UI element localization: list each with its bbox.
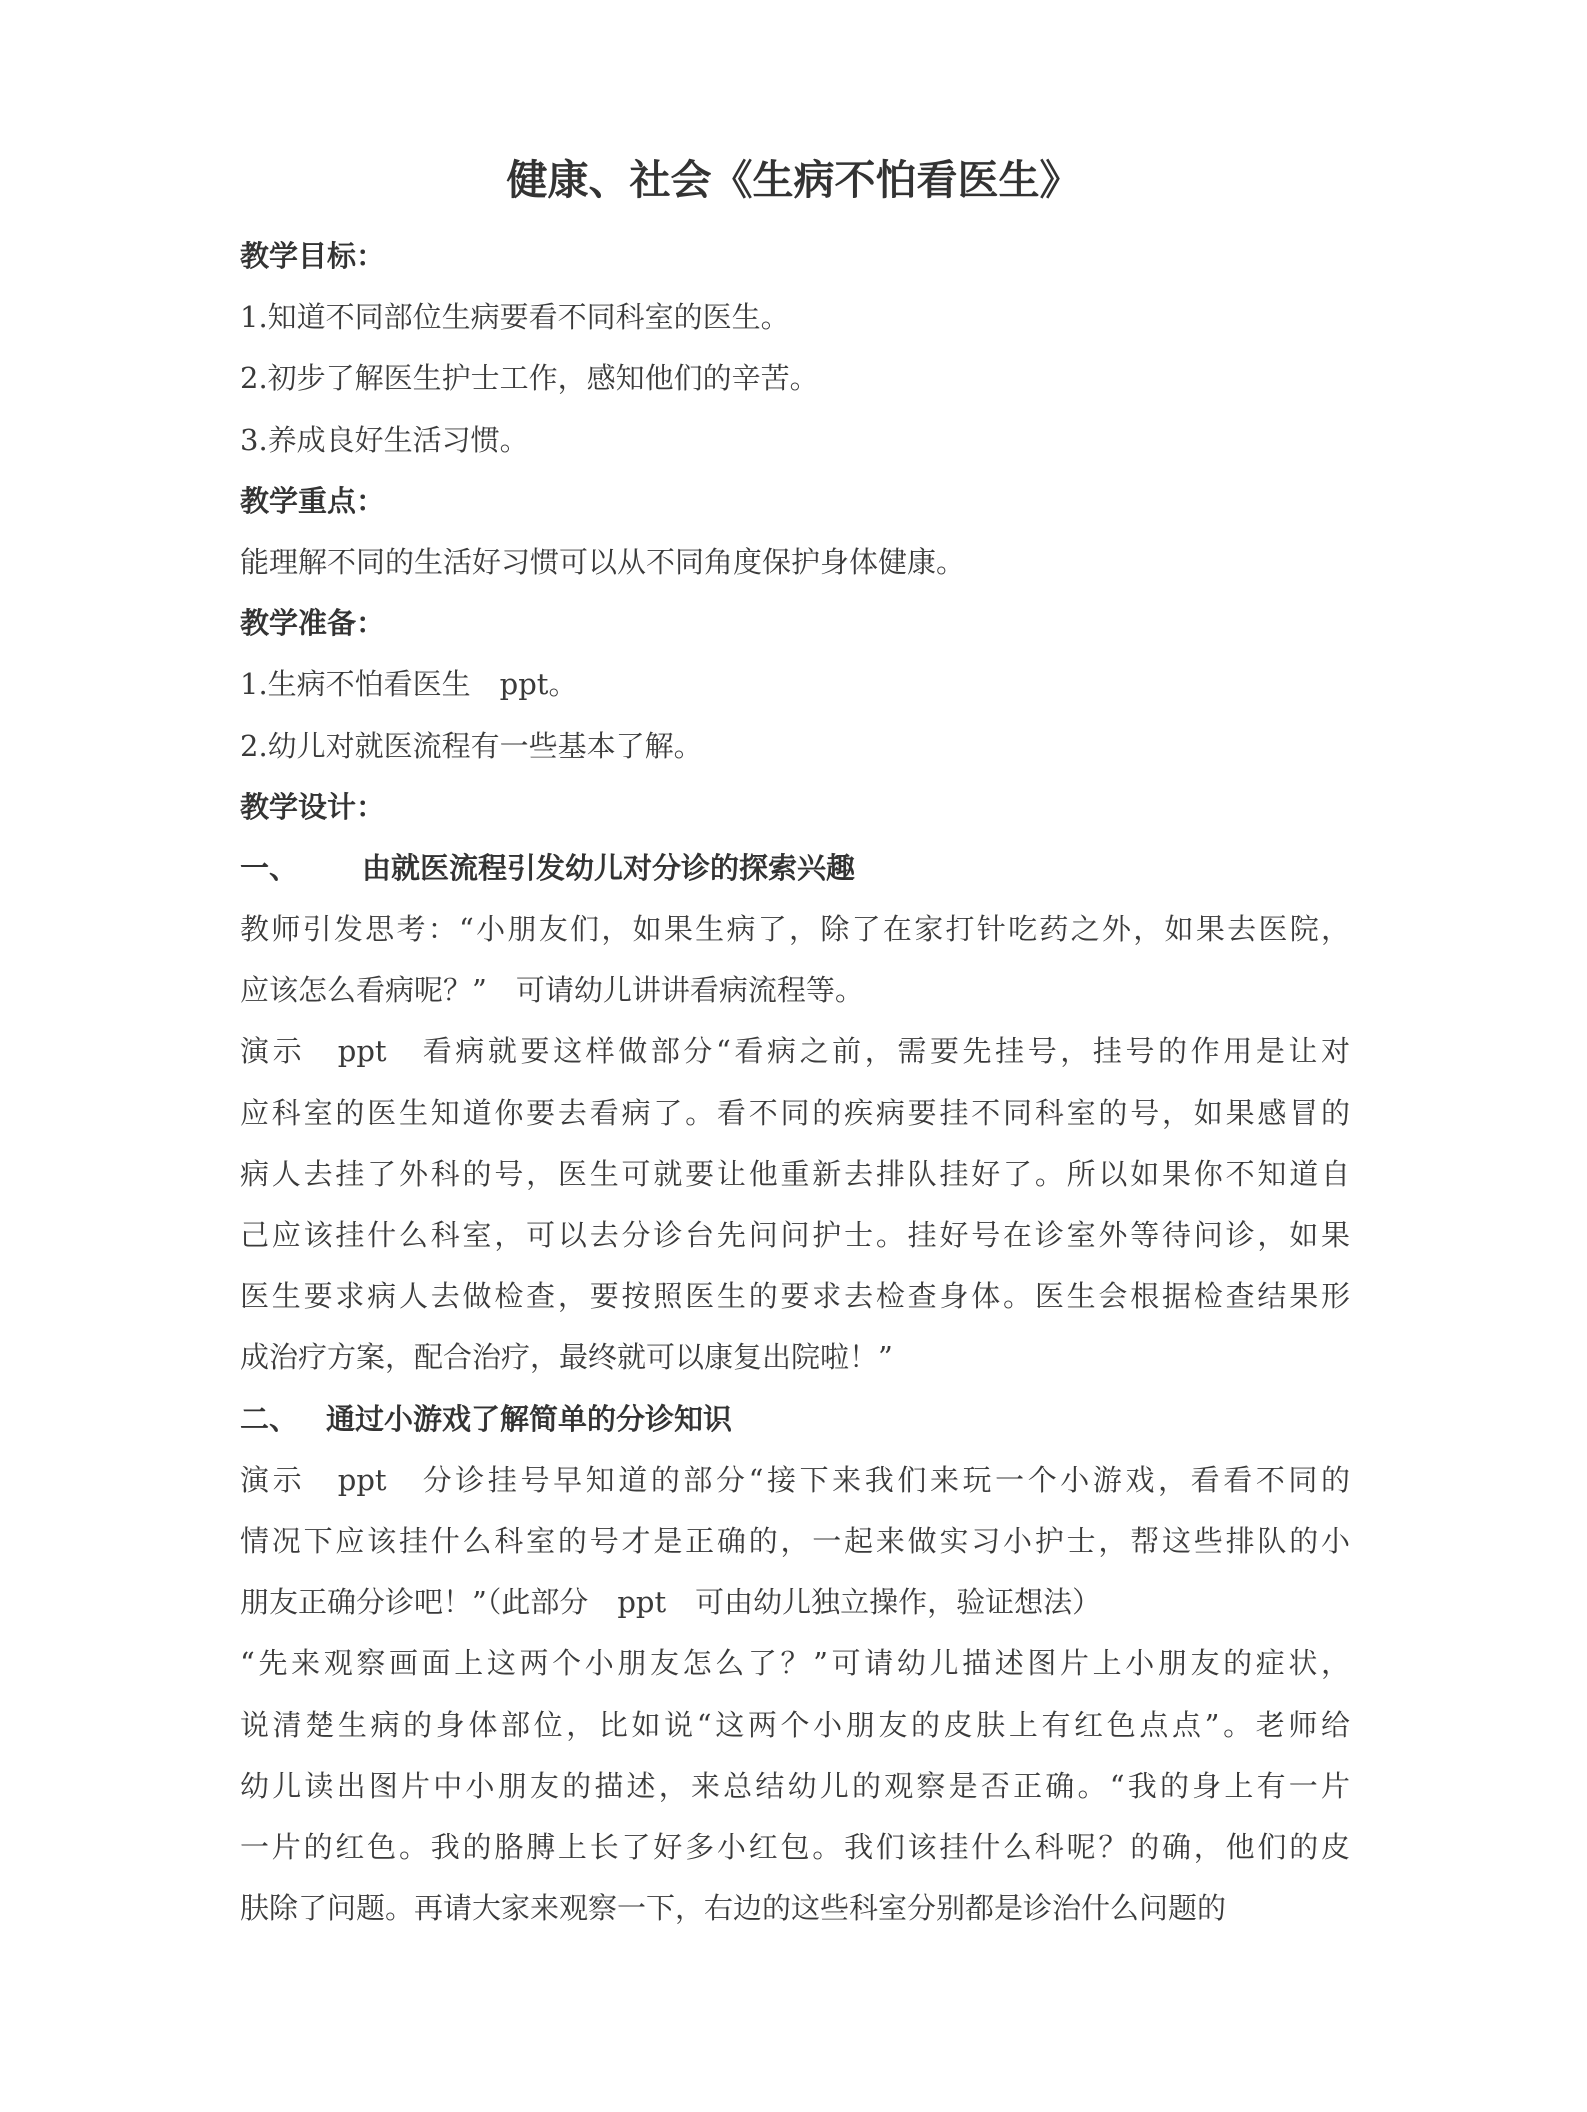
preparation-heading: 教学准备： [240,606,386,641]
document-title: 健康、社会《生病不怕看医生》 [506,156,1081,204]
part1-number: 一、 [240,850,299,885]
paragraph-line: 演示 ppt 分诊挂号早知道的部分“接下来我们来玩一个小游戏，看看不同的 [240,1462,1350,1497]
objectives-heading: 教学目标： [240,239,386,273]
objective-item: 1.知道不同部位生病要看不同科室的医生。 [240,300,790,335]
paragraph-line: 情况下应该挂什么科室的号才是正确的，一起来做实习小护士，帮这些排队的小 [240,1523,1350,1558]
key-point-text: 能理解不同的生活好习惯可以从不同角度保护身体健康。 [240,544,966,579]
part1-title: 由就医流程引发幼儿对分诊的探索兴趣 [362,850,856,885]
paragraph-line: 成治疗方案，配合治疗，最终就可以康复出院啦！” [240,1340,893,1375]
paragraph-line: 说清楚生病的身体部位，比如说“这两个小朋友的皮肤上有红色点点”。老师给 [240,1707,1350,1742]
preparation-item: 1.生病不怕看医生 ppt。 [240,667,578,702]
objective-item: 2.初步了解医生护士工作，感知他们的辛苦。 [240,361,819,396]
paragraph-line: 一片的红色。我的胳膊上长了好多小红包。我们该挂什么科呢？的确，他们的皮 [240,1829,1350,1864]
document-body [240,226,1350,1939]
paragraph-line: 病人去挂了外科的号，医生可就要让他重新去排队挂好了。所以如果你不知道自 [240,1156,1350,1191]
paragraph-line: “先来观察画面上这两个小朋友怎么了？”可请幼儿描述图片上小朋友的症状， [240,1646,1350,1681]
preparation-item: 2.幼儿对就医流程有一些基本了解。 [240,728,703,763]
paragraph-line: 肤除了问题。再请大家来观察一下，右边的这些科室分别都是诊治什么问题的 [240,1891,1227,1926]
part2-number: 二、 [240,1401,299,1436]
paragraph-line: 医生要求病人去做检查，要按照医生的要求去检查身体。医生会根据检查结果形 [240,1279,1350,1314]
paragraph-line: 应科室的医生知道你要去看病了。看不同的疾病要挂不同科室的号，如果感冒的 [240,1095,1350,1130]
paragraph-line: 应该怎么看病呢？” 可请幼儿讲讲看病流程等。 [240,973,864,1008]
paragraph-line: 朋友正确分诊吧！”（此部分 ppt 可由幼儿独立操作，验证想法） [240,1585,1102,1620]
paragraph-line: 教师引发思考：“小朋友们，如果生病了，除了在家打针吃药之外，如果去医院， [240,912,1350,947]
paragraph-line: 己应该挂什么科室，可以去分诊台先问问护士。挂好号在诊室外等待问诊，如果 [240,1218,1350,1252]
objective-item: 3.养成良好生活习惯。 [240,422,529,457]
design-heading: 教学设计： [240,789,386,824]
paragraph-line: 演示 ppt 看病就要这样做部分“看病之前，需要先挂号，挂号的作用是让对 [240,1034,1350,1069]
part2-heading [240,1389,1350,1450]
part1-heading [240,838,1350,899]
part2-title: 通过小游戏了解简单的分诊知识 [326,1401,733,1436]
key-point-heading: 教学重点： [240,483,386,518]
paragraph-line: 幼儿读出图片中小朋友的描述，来总结幼儿的观察是否正确。“我的身上有一片 [240,1768,1350,1803]
